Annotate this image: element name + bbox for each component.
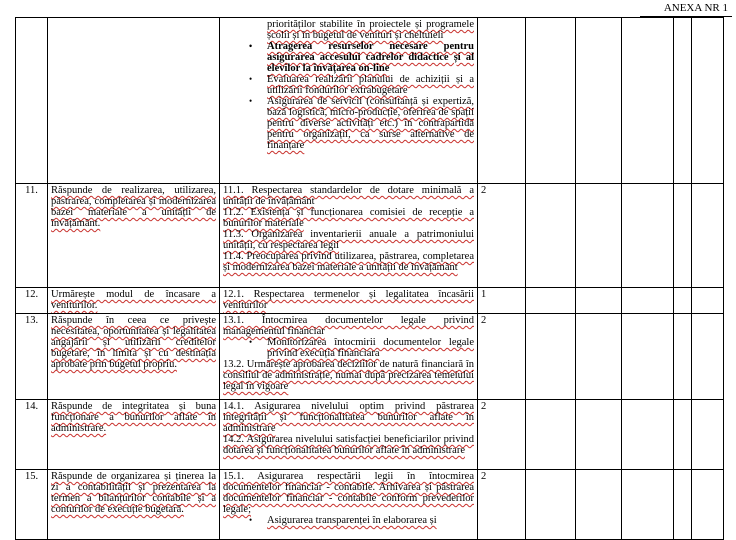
row-number-cell: 12. <box>16 288 48 314</box>
evaluation-table <box>15 17 724 540</box>
row-number-cell <box>16 18 48 184</box>
activities-cell <box>220 400 478 470</box>
row-number-cell: 11. <box>16 184 48 288</box>
bullet-item: • Asigurarea transparenței în elaborarea și <box>223 515 474 526</box>
responsibility-cell: Răspunde de integritatea și buna funcționare a bunurilor aflate în administrare. <box>48 400 220 470</box>
points-cell: 2 <box>478 470 526 540</box>
empty-cell <box>692 314 724 400</box>
empty-cell <box>576 314 622 400</box>
empty-cell <box>692 184 724 288</box>
table-row <box>16 314 724 400</box>
points-cell <box>478 18 526 184</box>
table-row <box>16 18 724 184</box>
empty-cell <box>622 184 674 288</box>
responsibility-cell <box>48 18 220 184</box>
empty-cell <box>692 470 724 540</box>
activity-line: 11.2. Existența și funcționarea comisiei de recepție a bunurilor materiale <box>223 207 474 229</box>
activity-line: 11.4. Preocuparea privind utilizarea, păstrarea, completarea și modernizarea bazei materiale a unității de învățământ <box>223 251 474 273</box>
responsibility-cell: Răspunde de realizarea, utilizarea, păstrarea, completarea și modernizarea bazei materiale a unității de învățământ. <box>48 184 220 288</box>
empty-cell <box>526 314 576 400</box>
empty-cell <box>674 18 692 184</box>
row-number-cell: 13. <box>16 314 48 400</box>
activity-line: 12.1. Respectarea termenelor și legalitatea încasării veniturilor <box>223 289 474 311</box>
empty-cell <box>622 470 674 540</box>
responsibility-cell: Urmărește modul de încasare a veniturilor. <box>48 288 220 314</box>
row-number-cell: 14. <box>16 400 48 470</box>
empty-cell <box>692 400 724 470</box>
empty-cell <box>526 184 576 288</box>
points-cell: 1 <box>478 288 526 314</box>
empty-cell <box>674 400 692 470</box>
empty-cell <box>526 470 576 540</box>
empty-cell <box>622 288 674 314</box>
empty-cell <box>692 18 724 184</box>
activities-cell <box>220 314 478 400</box>
responsibility-cell: Răspunde de organizarea și ținerea la zi a contabilității și prezentarea la termen a bilanțurilor contabile și a conturilor de execuție bugetară. <box>48 470 220 540</box>
table-row <box>16 470 724 540</box>
points-cell: 2 <box>478 314 526 400</box>
table-row <box>16 400 724 470</box>
empty-cell <box>622 314 674 400</box>
empty-cell <box>576 184 622 288</box>
activity-line: 11.3. Organizarea inventarierii anuale a patrimoniului unității, cu respectarea legii <box>223 229 474 251</box>
empty-cell <box>674 288 692 314</box>
empty-cell <box>674 184 692 288</box>
activity-line: 11.1. Respectarea standardelor de dotare minimală a unității de învățământ <box>223 185 474 207</box>
bullet-item: • Asigurarea de servicii (consultanță și expertiză, bază logistică, micro-producție, oferirea de spații pentru diverse activități etc.) în contrapartidă pentru organizații, ca surse alternative de finanțare <box>223 96 474 151</box>
activities-cell <box>220 184 478 288</box>
empty-cell <box>576 400 622 470</box>
empty-cell <box>526 18 576 184</box>
empty-cell <box>674 470 692 540</box>
empty-cell <box>622 18 674 184</box>
empty-cell <box>692 288 724 314</box>
empty-cell <box>576 288 622 314</box>
activity-line: 13.1. Întocmirea documentelor legale privind managementul financiar <box>223 315 474 337</box>
empty-cell <box>576 18 622 184</box>
bullet-item: priorităților stabilite în proiectele și programele școlii și în bugetul de venituri și cheltuieli <box>267 19 474 41</box>
points-cell: 2 <box>478 184 526 288</box>
activities-cell <box>220 288 478 314</box>
empty-cell <box>526 288 576 314</box>
empty-cell <box>526 400 576 470</box>
annex-label: ANEXA NR 1 <box>663 2 728 14</box>
empty-cell <box>576 470 622 540</box>
activities-cell <box>220 470 478 540</box>
activity-line: 13.2. Urmărește aprobarea deciziilor de natură financiară în consiliul de administrație, numai după precizarea temeiului legal în vigoare <box>223 359 474 392</box>
activities-cell <box>220 18 478 184</box>
activity-line: 14.2. Asigurarea nivelului satisfacției beneficiarilor privind dotarea și funcționalitatea bunurilor aflate în administrare <box>223 434 474 456</box>
bullet-item: • Monitorizarea întocmirii documentelor legale privind execuția financiara <box>223 337 474 359</box>
points-cell: 2 <box>478 400 526 470</box>
bullet-item: • Evaluarea realizării planului de achiziții și a utilizării fondurilor extrabugetare <box>223 74 474 96</box>
empty-cell <box>674 314 692 400</box>
empty-cell <box>622 400 674 470</box>
activity-line: 15.1. Asigurarea respectării legii în întocmirea documentelor financiar - contabile. Arhivarea și păstrarea documentelor financiar - contabile conform prevederilor legale; <box>223 471 474 515</box>
activity-line: 14.1. Asigurarea nivelului optim privind păstrarea integrității și funcționalitatea bunurilor aflate în administrare <box>223 401 474 434</box>
responsibility-cell: Răspunde în ceea ce privește necesitatea, oportunitatea și legalitatea angajării și utilizării creditelor bugetare, în limita și cu destinația aprobate prin bugetul propriu. <box>48 314 220 400</box>
row-number-cell: 15. <box>16 470 48 540</box>
table-row <box>16 288 724 314</box>
table-row <box>16 184 724 288</box>
bullet-item: • Atragerea resurselor necesare pentru asigurarea accesului cadrelor didactice și al elevilor la învățarea on-line <box>223 41 474 74</box>
